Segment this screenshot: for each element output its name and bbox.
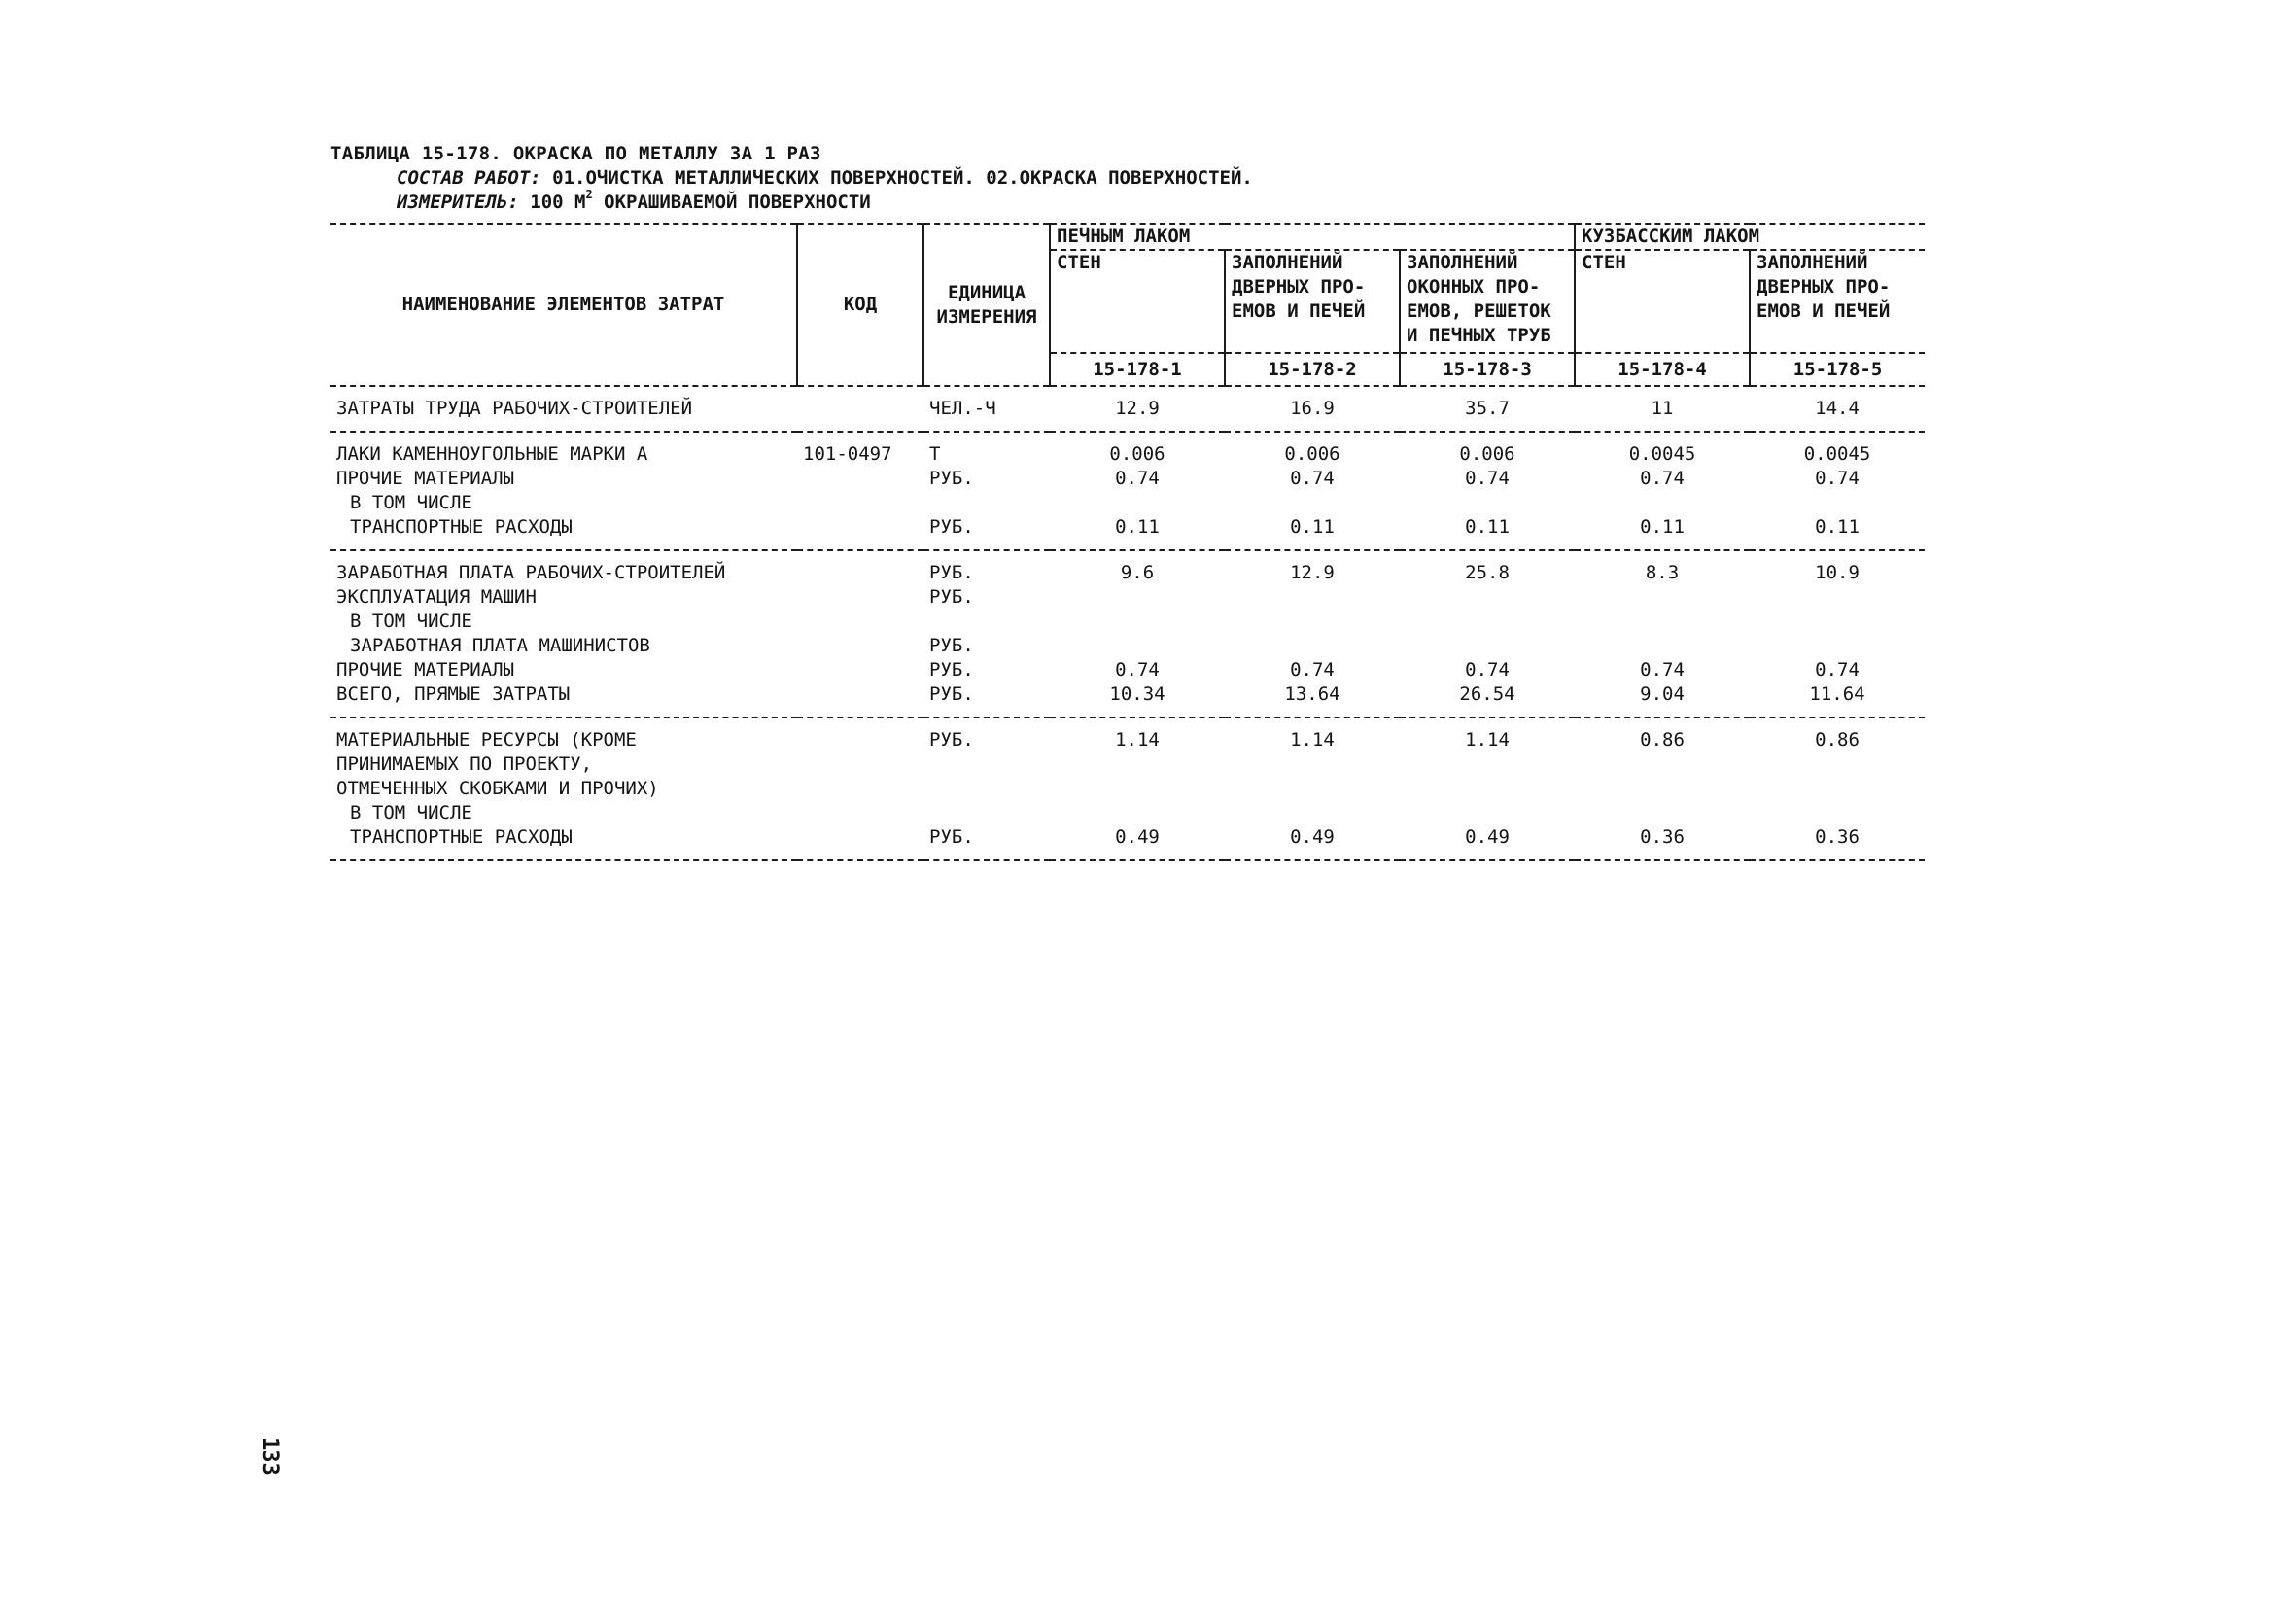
table-row <box>330 585 1925 610</box>
row-code <box>797 825 923 860</box>
row-value <box>1575 752 1750 777</box>
row-value: 1.14 <box>1115 729 1160 751</box>
row-value: 0.74 <box>1465 659 1510 681</box>
header-group-2: КУЗБАССКИМ ЛАКОМ <box>1575 224 1925 250</box>
row-value: 13.64 <box>1284 683 1340 705</box>
subheader-line: ДВЕРНЫХ ПРО- <box>1757 276 1891 297</box>
row-value <box>1750 801 1925 825</box>
row-value: 0.74 <box>1815 659 1860 681</box>
row-name: ВСЕГО, ПРЯМЫЕ ЗАТРАТЫ <box>336 683 571 705</box>
row-code <box>797 801 923 825</box>
row-name: ПРИНИМАЕМЫХ ПО ПРОЕКТУ, <box>336 753 593 775</box>
row-code <box>797 515 923 550</box>
row-value: 0.11 <box>1115 516 1160 538</box>
table-row <box>330 752 1925 777</box>
row-name: В ТОМ ЧИСЛЕ <box>350 492 472 513</box>
row-value <box>1750 634 1925 658</box>
row-value <box>1750 610 1925 634</box>
row-value: 12.9 <box>1290 562 1335 583</box>
subheader-line: ДВЕРНЫХ ПРО- <box>1232 276 1366 297</box>
measure-exponent: 2 <box>585 187 593 201</box>
row-value: 0.86 <box>1640 729 1685 751</box>
row-unit: РУБ. <box>929 516 974 538</box>
row-value: 0.74 <box>1640 659 1685 681</box>
row-value: 0.74 <box>1815 468 1860 489</box>
norm-code-1: 15-178-1 <box>1050 353 1225 386</box>
table-row <box>330 717 1925 752</box>
row-value: 0.74 <box>1640 468 1685 489</box>
row-unit: Т <box>929 443 941 465</box>
row-value <box>1400 610 1575 634</box>
row-value: 0.49 <box>1290 826 1335 848</box>
row-value <box>1225 585 1400 610</box>
table-row <box>330 432 1925 467</box>
row-name: МАТЕРИАЛЬНЫЕ РЕСУРСЫ (КРОМЕ <box>336 729 637 751</box>
document-sheet <box>330 142 1925 861</box>
header-unit-col <box>923 224 1050 386</box>
row-value: 8.3 <box>1645 562 1680 583</box>
row-value <box>1750 585 1925 610</box>
row-value: 0.11 <box>1465 516 1510 538</box>
row-name: В ТОМ ЧИСЛЕ <box>350 802 472 823</box>
row-value <box>1050 491 1225 515</box>
row-code <box>797 658 923 682</box>
row-value <box>1050 752 1225 777</box>
row-value <box>1050 634 1225 658</box>
row-value: 10.34 <box>1109 683 1165 705</box>
row-unit: РУБ. <box>929 635 974 656</box>
row-value <box>1050 585 1225 610</box>
row-value: 1.14 <box>1465 729 1510 751</box>
row-unit: ЧЕЛ.-Ч <box>929 398 996 419</box>
row-value: 0.74 <box>1290 659 1335 681</box>
table-row <box>330 515 1925 550</box>
row-name: ЗАРАБОТНАЯ ПЛАТА МАШИНИСТОВ <box>350 635 650 656</box>
row-value <box>1575 491 1750 515</box>
row-value: 14.4 <box>1815 398 1860 419</box>
row-code: 101-0497 <box>803 443 892 465</box>
row-value: 0.006 <box>1109 443 1165 465</box>
work-composition-value: 01.ОЧИСТКА МЕТАЛЛИЧЕСКИХ ПОВЕРХНОСТЕЙ. 02.ОКРАСКА ПОВЕРХНОСТЕЙ. <box>552 167 1253 189</box>
row-value <box>1225 777 1400 801</box>
row-value: 11.64 <box>1809 683 1865 705</box>
work-composition-label: СОСТАВ РАБОТ: <box>397 167 541 189</box>
table-body <box>330 386 1925 860</box>
row-value <box>1750 491 1925 515</box>
row-value: 0.0045 <box>1803 443 1871 465</box>
row-unit <box>923 491 1050 515</box>
row-value <box>1400 777 1575 801</box>
row-value: 0.006 <box>1459 443 1515 465</box>
table-header <box>330 224 1925 386</box>
row-value: 12.9 <box>1115 398 1160 419</box>
row-name: ЗАРАБОТНАЯ ПЛАТА РАБОЧИХ-СТРОИТЕЛЕЙ <box>336 562 726 583</box>
row-name: ТРАНСПОРТНЫЕ РАСХОДЫ <box>350 516 573 538</box>
row-value: 9.04 <box>1640 683 1685 705</box>
row-unit: РУБ. <box>929 826 974 848</box>
subheader-line: ЗАПОЛНЕНИЙ <box>1232 252 1343 273</box>
row-value <box>1575 585 1750 610</box>
subheader-line: ЕМОВ И ПЕЧЕЙ <box>1757 300 1891 322</box>
row-value <box>1225 801 1400 825</box>
header-unit-line-1: ЕДИНИЦА <box>947 281 1026 303</box>
row-unit <box>923 801 1050 825</box>
subheader-col-5 <box>1750 250 1925 353</box>
row-code <box>797 386 923 432</box>
row-value: 9.6 <box>1120 562 1155 583</box>
work-composition-line <box>330 166 1925 191</box>
row-value: 26.54 <box>1459 683 1515 705</box>
row-code <box>797 682 923 717</box>
row-value: 0.006 <box>1284 443 1340 465</box>
row-name: В ТОМ ЧИСЛЕ <box>350 611 472 632</box>
row-value <box>1400 585 1575 610</box>
row-value <box>1400 752 1575 777</box>
norm-code-4: 15-178-4 <box>1575 353 1750 386</box>
measure-line <box>330 187 1925 215</box>
row-value: 0.49 <box>1115 826 1160 848</box>
row-value <box>1050 777 1225 801</box>
row-value: 0.74 <box>1115 659 1160 681</box>
row-value: 0.36 <box>1815 826 1860 848</box>
header-group-1: ПЕЧНЫМ ЛАКОМ <box>1050 224 1575 250</box>
header-code-col: КОД <box>797 224 923 386</box>
row-value <box>1050 610 1225 634</box>
measure-value-rest: ОКРАШИВАЕМОЙ ПОВЕРХНОСТИ <box>592 192 871 213</box>
row-value <box>1400 801 1575 825</box>
subheader-line: ЗАПОЛНЕНИЙ <box>1757 252 1868 273</box>
row-value <box>1400 491 1575 515</box>
norm-code-5: 15-178-5 <box>1750 353 1925 386</box>
row-value: 0.86 <box>1815 729 1860 751</box>
measure-label: ИЗМЕРИТЕЛЬ: <box>397 192 519 213</box>
row-value <box>1050 801 1225 825</box>
norm-code-2: 15-178-2 <box>1225 353 1400 386</box>
subheader-line: И ПЕЧНЫХ ТРУБ <box>1407 325 1551 346</box>
row-code <box>797 717 923 752</box>
row-code <box>797 467 923 491</box>
row-code <box>797 610 923 634</box>
row-code <box>797 634 923 658</box>
row-code <box>797 752 923 777</box>
row-value: 0.74 <box>1465 468 1510 489</box>
row-value: 0.36 <box>1640 826 1685 848</box>
row-value: 11 <box>1651 398 1674 419</box>
row-value: 0.74 <box>1290 468 1335 489</box>
table-row <box>330 634 1925 658</box>
row-unit: РУБ. <box>929 659 974 681</box>
row-value <box>1225 634 1400 658</box>
header-name-col: НАИМЕНОВАНИЕ ЭЛЕМЕНТОВ ЗАТРАТ <box>401 294 725 315</box>
row-name: ОТМЕЧЕННЫХ СКОБКАМИ И ПРОЧИХ) <box>336 778 659 799</box>
table-row <box>330 777 1925 801</box>
row-value: 0.0045 <box>1628 443 1696 465</box>
row-code <box>797 777 923 801</box>
row-value: 0.11 <box>1640 516 1685 538</box>
row-value: 0.49 <box>1465 826 1510 848</box>
table-row <box>330 550 1925 585</box>
subheader-line: СТЕН <box>1057 252 1101 273</box>
table-title: ТАБЛИЦА 15-178. ОКРАСКА ПО МЕТАЛЛУ ЗА 1 РАЗ <box>330 143 821 164</box>
table-row <box>330 801 1925 825</box>
row-value: 16.9 <box>1290 398 1335 419</box>
row-value <box>1575 777 1750 801</box>
row-value <box>1575 634 1750 658</box>
row-unit <box>923 610 1050 634</box>
row-value: 0.74 <box>1115 468 1160 489</box>
page-number: 133 <box>258 1437 282 1476</box>
table-row <box>330 658 1925 682</box>
row-name: ПРОЧИЕ МАТЕРИАЛЫ <box>336 468 515 489</box>
row-unit: РУБ. <box>929 729 974 751</box>
row-value: 0.11 <box>1815 516 1860 538</box>
subheader-col-4 <box>1575 250 1750 353</box>
row-value <box>1225 610 1400 634</box>
row-unit: РУБ. <box>929 586 974 608</box>
table-row <box>330 386 1925 432</box>
table-row <box>330 682 1925 717</box>
cost-table <box>330 223 1925 861</box>
subheader-line: ЗАПОЛНЕНИЙ <box>1407 252 1518 273</box>
row-value: 25.8 <box>1465 562 1510 583</box>
row-unit: РУБ. <box>929 683 974 705</box>
row-unit: РУБ. <box>929 468 974 489</box>
subheader-line: ЕМОВ И ПЕЧЕЙ <box>1232 300 1366 322</box>
row-value <box>1225 491 1400 515</box>
row-name: ТРАНСПОРТНЫЕ РАСХОДЫ <box>350 826 573 848</box>
norm-code-3: 15-178-3 <box>1400 353 1575 386</box>
row-name: ЗАТРАТЫ ТРУДА РАБОЧИХ-СТРОИТЕЛЕЙ <box>336 398 693 419</box>
subheader-col-1 <box>1050 250 1225 353</box>
row-value <box>1400 634 1575 658</box>
row-name: ЛАКИ КАМЕННОУГОЛЬНЫЕ МАРКИ А <box>336 443 648 465</box>
row-unit <box>923 752 1050 777</box>
measure-value-main: 100 М <box>530 192 586 213</box>
row-unit: РУБ. <box>929 562 974 583</box>
row-code <box>797 585 923 610</box>
table-row <box>330 491 1925 515</box>
table-row <box>330 467 1925 491</box>
row-value <box>1750 777 1925 801</box>
row-value <box>1225 752 1400 777</box>
row-code <box>797 550 923 585</box>
row-name: ПРОЧИЕ МАТЕРИАЛЫ <box>336 659 515 681</box>
subheader-col-2 <box>1225 250 1400 353</box>
row-value: 10.9 <box>1815 562 1860 583</box>
row-value <box>1575 801 1750 825</box>
header-unit-line-2: ИЗМЕРЕНИЯ <box>936 305 1037 328</box>
row-code <box>797 491 923 515</box>
row-value: 0.11 <box>1290 516 1335 538</box>
measure-value <box>530 187 871 213</box>
row-unit <box>923 777 1050 801</box>
subheader-line: ОКОННЫХ ПРО- <box>1407 276 1541 297</box>
subheader-line: ЕМОВ, РЕШЕТОК <box>1407 300 1551 322</box>
row-value: 1.14 <box>1290 729 1335 751</box>
row-name: ЭКСПЛУАТАЦИЯ МАШИН <box>336 586 537 608</box>
row-value: 35.7 <box>1465 398 1510 419</box>
subheader-col-3 <box>1400 250 1575 353</box>
row-value <box>1750 752 1925 777</box>
row-value <box>1575 610 1750 634</box>
table-row <box>330 825 1925 860</box>
subheader-line: СТЕН <box>1582 252 1626 273</box>
table-row <box>330 610 1925 634</box>
